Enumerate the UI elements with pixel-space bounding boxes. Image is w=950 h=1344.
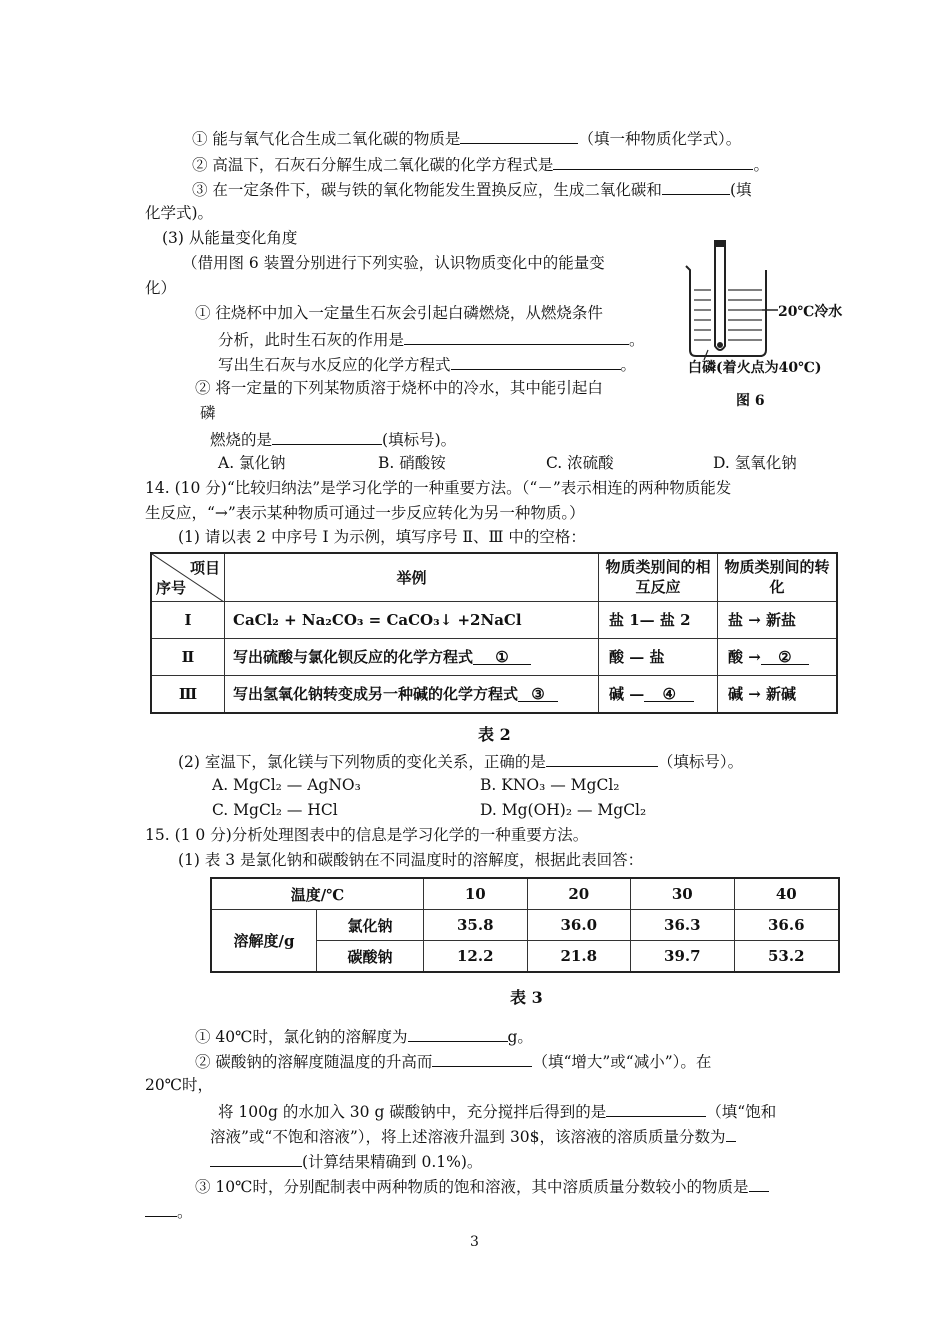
white-phosphorus <box>717 342 723 348</box>
q13-line4: 化学式)。 <box>145 204 214 222</box>
item1-a: ① 往烧杯中加入一定量生石灰会引起白磷燃烧，从燃烧条件 <box>195 304 603 322</box>
header-diagonal-cell <box>151 553 225 601</box>
row-no: Ⅲ <box>151 675 225 713</box>
q13-line3: ③ 在一定条件下，碳与铁的氧化物能发生置换反应，生成二氧化碳和 (填 <box>192 178 752 200</box>
item2-c: 燃烧的是 (填标号)。 <box>210 428 456 450</box>
q14-head-cont: 生反应，“→”表示某种物质可通过一步反应转化为另一种物质。） <box>145 504 585 522</box>
water-lines <box>694 290 762 340</box>
row-example: 写出氢氧化钠转变成另一种碱的化学方程式 ③ <box>225 675 599 713</box>
header-conversion: 物质类别间的转化 <box>718 553 838 601</box>
q14-opt-a: A. MgCl₂ — AgNO₃ <box>212 776 361 794</box>
q14-opt-c: C. MgCl₂ — HCl <box>212 801 338 819</box>
row-conversion: 酸 → ② <box>718 638 838 675</box>
part3-intro: （借用图 6 装置分别进行下列实验，认识物质变化中的能量变 <box>182 254 605 272</box>
q13-line2: ② 高温下，石灰石分解生成二氧化碳的化学方程式是 。 <box>192 153 769 175</box>
temp-cell: 20 <box>527 878 631 910</box>
temp-cell: 40 <box>734 878 839 910</box>
row-reaction: 酸 — 盐 <box>599 638 718 675</box>
answer-blank[interactable] <box>210 1150 302 1167</box>
table-row <box>151 638 837 675</box>
option-b: B. 硝酸铵 <box>378 454 446 472</box>
q14-sub1: (1) 请以表 2 中序号 Ⅰ 为示例，填写序号 Ⅱ、Ⅲ 中的空格： <box>178 528 586 546</box>
row-no: Ⅰ <box>151 601 225 638</box>
header-no: 序号 <box>156 578 187 597</box>
option-a: A. 氯化钠 <box>218 454 286 472</box>
page-number: 3 <box>470 1234 479 1250</box>
q14-head: 14. (10 分)“比较归纳法”是学习化学的一种重要方法。（“－”表示相连的两种物质能发 <box>145 479 732 497</box>
answer-blank[interactable] <box>460 127 578 144</box>
answer-blank[interactable]: ② <box>761 648 809 665</box>
q14-sub2: (2) 室温下，氯化镁与下列物质的变化关系，正确的是 （填标号）。 <box>178 750 743 772</box>
table-2 <box>150 552 838 714</box>
table-row <box>151 675 837 713</box>
test-tube <box>715 247 725 350</box>
answer-blank[interactable] <box>726 1125 736 1142</box>
answer-blank[interactable] <box>662 178 730 195</box>
item1-b: 分析，此时生石灰的作用是 。 <box>218 328 645 350</box>
na2co3-value: 12.2 <box>424 941 528 973</box>
option-d: D. 氢氧化钠 <box>713 454 797 472</box>
nacl-value: 36.6 <box>734 910 839 941</box>
row-conversion: 碱 → 新碱 <box>718 675 838 713</box>
q15-q2-d: 溶液”或“不饱和溶液”），将上述溶液升温到 30$，该溶液的溶质质量分数为 <box>210 1125 736 1147</box>
solubility-header: 溶解度/g <box>211 910 317 973</box>
na2co3-value: 21.8 <box>527 941 631 973</box>
row-example: CaCl₂ + Na₂CO₃ = CaCO₃↓ +2NaCl <box>225 601 599 638</box>
header-reaction: 物质类别间的相互反应 <box>599 553 718 601</box>
table-row <box>151 601 837 638</box>
na2co3-label: 碳酸钠 <box>317 941 424 973</box>
answer-blank[interactable] <box>546 750 658 767</box>
answer-blank[interactable] <box>408 1025 508 1042</box>
beaker-figure <box>678 238 848 408</box>
header-item: 项目 <box>189 559 220 577</box>
answer-blank[interactable] <box>432 1050 532 1067</box>
table3-caption: 表 3 <box>510 988 543 1007</box>
phosphorus-label: 白磷(着火点为40℃) <box>688 360 822 376</box>
temp-header: 温度/℃ <box>211 878 424 910</box>
q15-head: 15. (1 0 分)分析处理图表中的信息是学习化学的一种重要方法。 <box>145 826 589 844</box>
row-example: 写出硫酸与氯化钡反应的化学方程式 ① <box>225 638 599 675</box>
row-reaction: 碱 — ④ <box>599 675 718 713</box>
q14-opt-d: D. Mg(OH)₂ — MgCl₂ <box>480 801 647 819</box>
header-example: 举例 <box>225 553 599 601</box>
answer-blank[interactable] <box>553 153 753 170</box>
row-reaction: 盐 1— 盐 2 <box>599 601 718 638</box>
na2co3-value: 39.7 <box>631 941 735 973</box>
temp-cell: 10 <box>424 878 528 910</box>
part3-intro-cont: 化） <box>145 279 177 297</box>
nacl-value: 35.8 <box>424 910 528 941</box>
answer-blank[interactable] <box>272 428 382 445</box>
answer-blank[interactable]: ① <box>473 648 531 665</box>
row-no: Ⅱ <box>151 638 225 675</box>
option-c: C. 浓硫酸 <box>546 454 614 472</box>
temp-cell: 30 <box>631 878 735 910</box>
q15-q2-b: 20℃时， <box>145 1076 214 1094</box>
answer-blank[interactable] <box>145 1200 177 1217</box>
nacl-label: 氯化钠 <box>317 910 424 941</box>
q15-q3: ③ 10℃时，分别配制表中两种物质的饱和溶液，其中溶质质量分数较小的物质是 <box>195 1175 769 1197</box>
item1-c: 写出生石灰与水反应的化学方程式 。 <box>218 353 636 375</box>
q15-q2-e: (计算结果精确到 0.1%)。 <box>210 1150 482 1172</box>
item2-a: ② 将一定量的下列某物质溶于烧杯中的冷水，其中能引起白 <box>195 379 603 397</box>
q15-q2-a: ② 碳酸钠的溶解度随温度的升高而 （填“增大”或“减小”）。在 <box>195 1050 711 1072</box>
q15-q3-cont: 。 <box>145 1200 193 1222</box>
q15-q2-c: 将 100g 的水加入 30 g 碳酸钠中，充分搅拌后得到的是 （填“饱和 <box>218 1100 776 1122</box>
q13-line1: ① 能与氧气化合生成二氧化碳的物质是 （填一种物质化学式）。 <box>192 127 741 149</box>
row-conversion: 盐 → 新盐 <box>718 601 838 638</box>
nacl-value: 36.0 <box>527 910 631 941</box>
q14-opt-b: B. KNO₃ — MgCl₂ <box>480 776 620 794</box>
table-3 <box>210 877 840 973</box>
answer-blank[interactable] <box>451 353 621 370</box>
water-label: 20℃冷水 <box>778 304 843 320</box>
answer-blank[interactable]: ③ <box>518 685 558 702</box>
stopper <box>714 240 726 247</box>
nacl-value: 36.3 <box>631 910 735 941</box>
answer-blank[interactable] <box>749 1175 769 1192</box>
q15-sub1: (1) 表 3 是氯化钠和碳酸钠在不同温度时的溶解度，根据此表回答： <box>178 851 644 869</box>
part3-title: (3) 从能量变化角度 <box>162 229 298 247</box>
answer-blank[interactable] <box>404 328 629 345</box>
item2-b: 磷 <box>200 404 216 422</box>
table2-caption: 表 2 <box>478 725 511 744</box>
answer-blank[interactable] <box>606 1100 706 1117</box>
q15-q1: ① 40℃时，氯化钠的溶解度为 g。 <box>195 1025 533 1047</box>
na2co3-value: 53.2 <box>734 941 839 973</box>
figure-caption: 图 6 <box>736 393 765 409</box>
answer-blank[interactable]: ④ <box>644 685 694 702</box>
